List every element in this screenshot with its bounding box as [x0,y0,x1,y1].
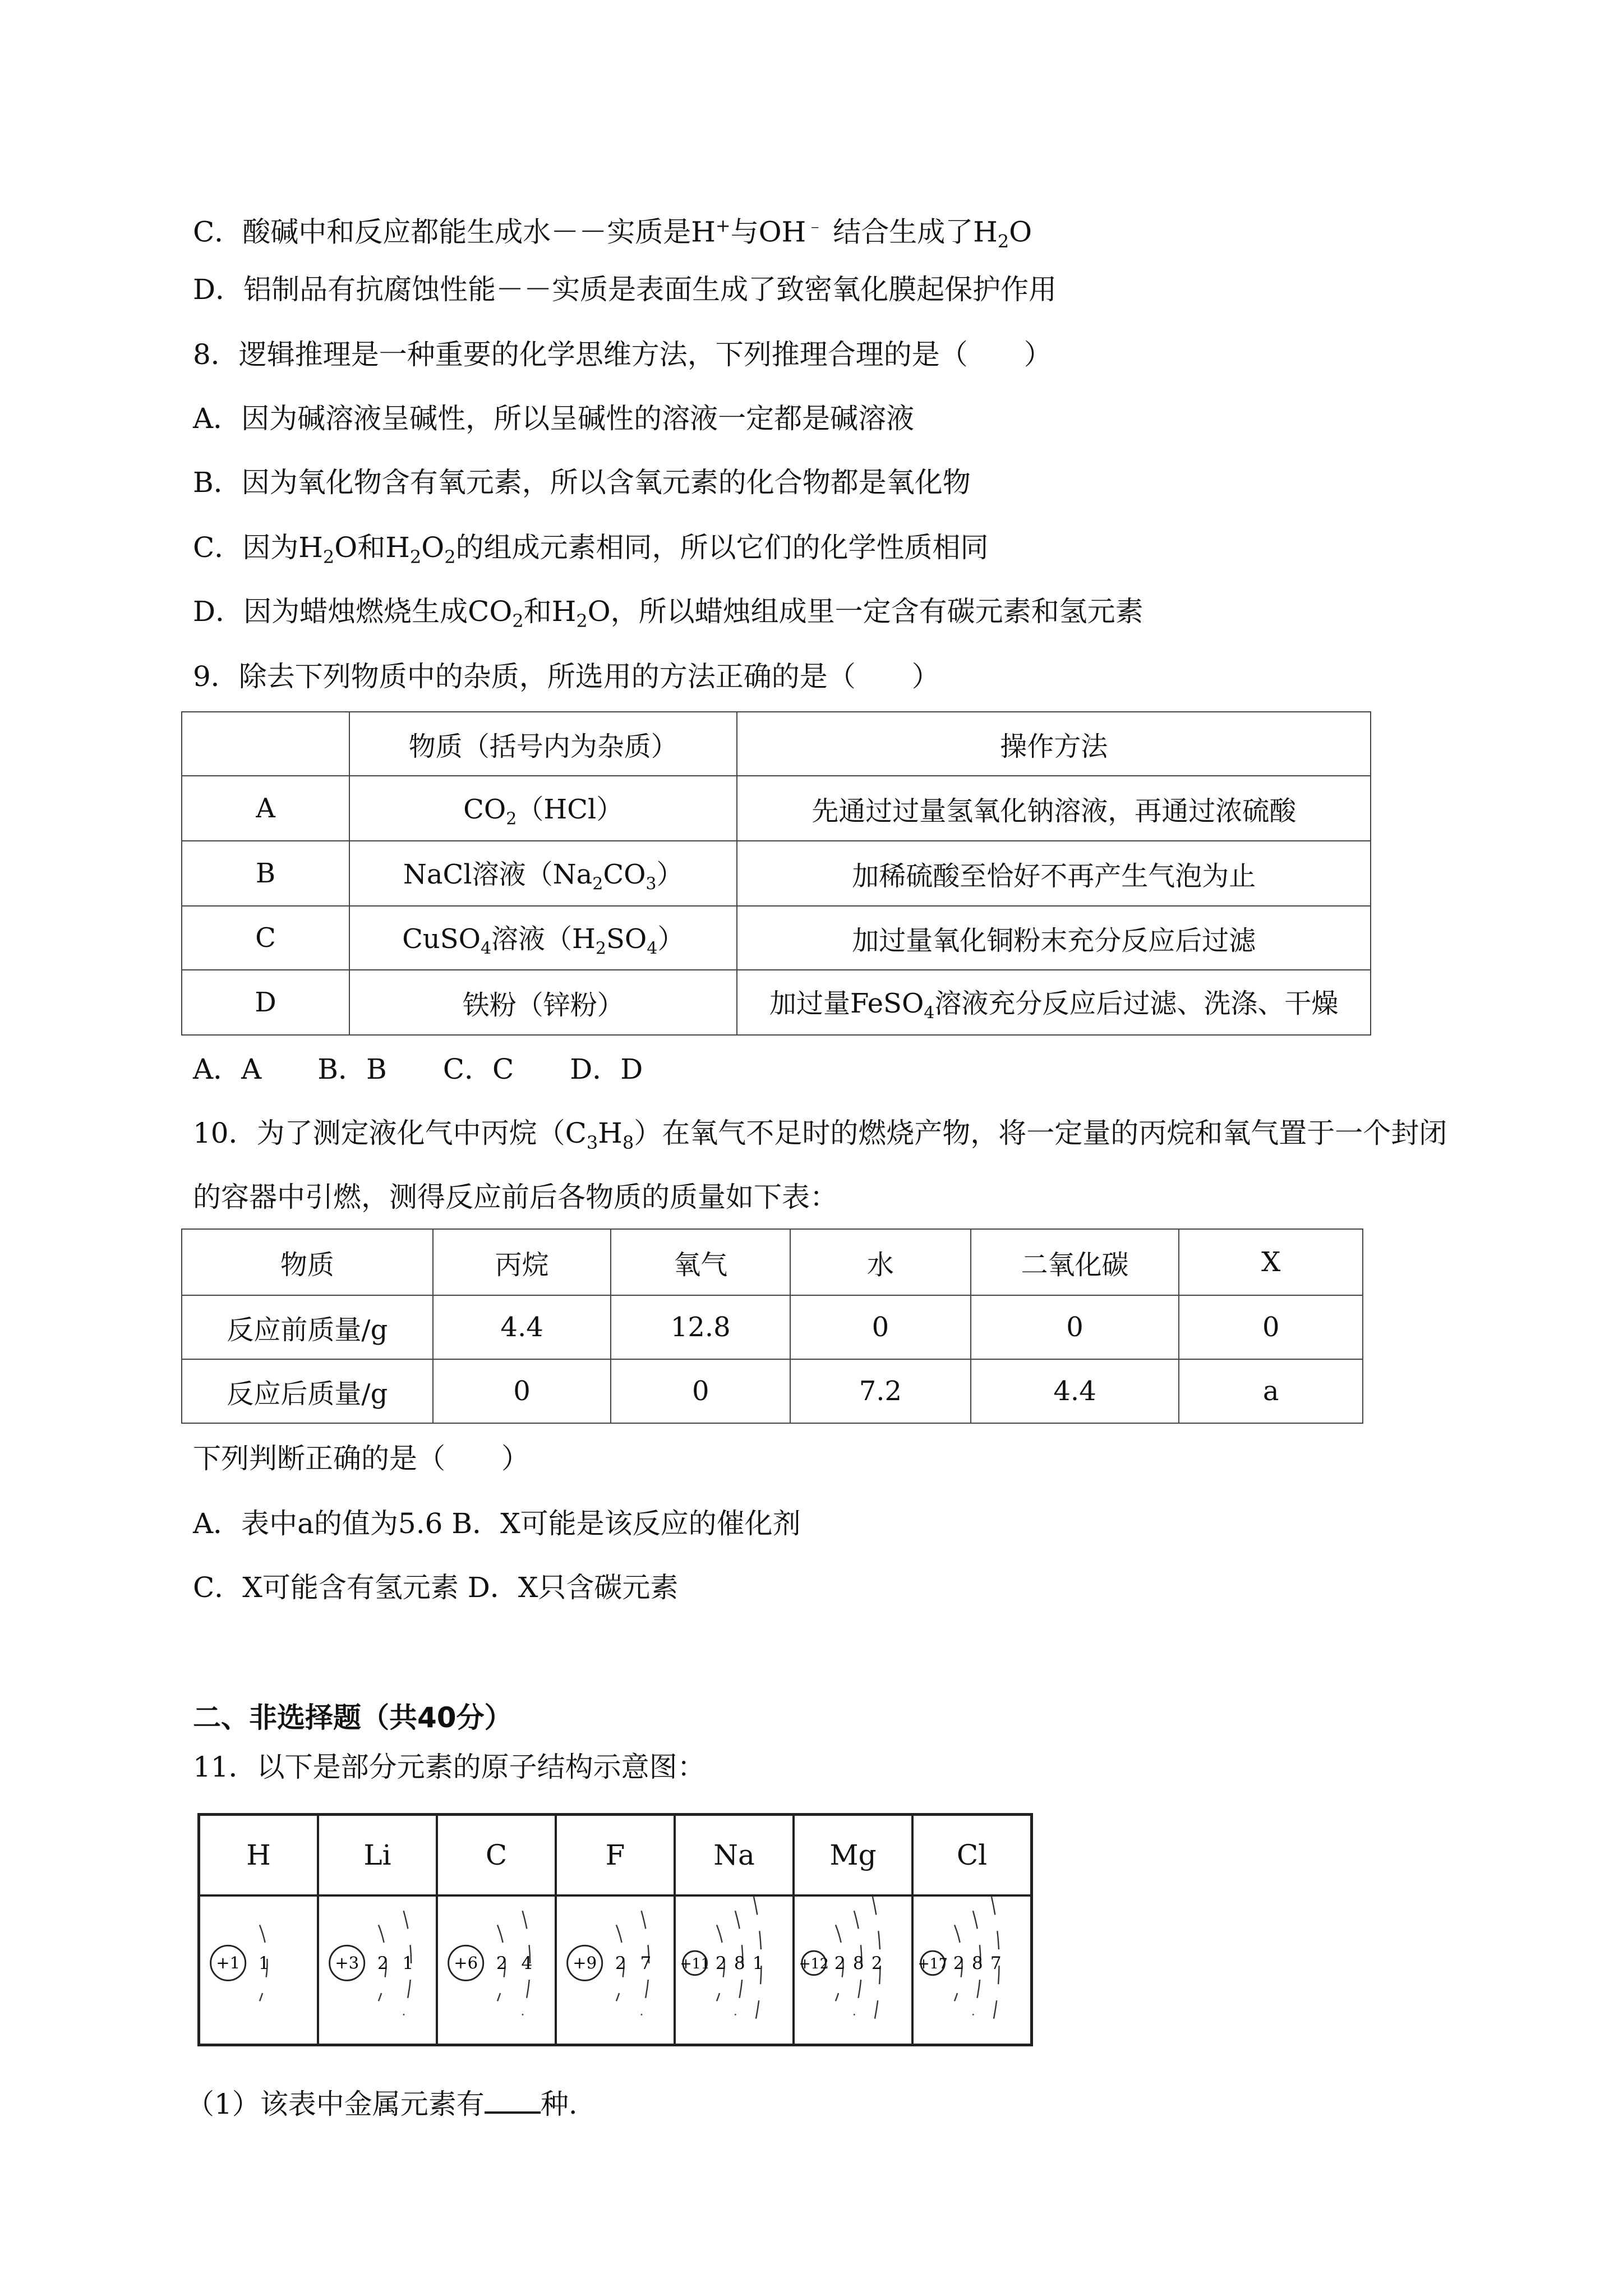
text: ） [657,923,685,955]
text: （1）该表中金属元素有 [186,2088,485,2120]
text: 2 [506,809,517,829]
q7-option-c [193,209,1032,259]
table-cell: 0 [433,1359,611,1423]
atom-cell [319,1816,438,2044]
table-cell: 0 [611,1359,790,1423]
nucleus-charge: +6 [454,1953,478,1973]
table-cell: 先通过过量氢氧化钠溶液，再通过浓硫酸 [737,776,1371,841]
atom-cell [557,1816,676,2044]
table-cell: 反应前质量/g [182,1295,433,1359]
table-row [182,841,1371,906]
text: O，所以蜡烛组成里一定含有碳元素和氢元素 [587,595,1144,628]
electron-count: 4 [521,1953,533,1974]
text: 溶液充分反应后过滤、洗涤、干燥 [934,988,1339,1020]
text: 2 [997,231,1009,252]
table-cell: 4.4 [433,1295,611,1359]
atom-diagram [795,1897,911,2044]
atom-structure-diagram [795,1897,911,2044]
q10-ask: 下列判断正确的是（ ） [193,1442,529,1475]
text: 8 [622,1132,634,1153]
table-cell: 0 [971,1295,1179,1359]
table-header-cell: 丙烷 [433,1229,611,1295]
q9-table [181,711,1371,1036]
table-cell: 铁粉（锌粉） [349,970,737,1035]
text: NaCl溶液（Na [403,859,593,891]
nucleus-charge: +1 [216,1953,241,1973]
text: 加过量FeSO [769,988,924,1020]
electron-count: 2 [871,1953,883,1974]
q10-question-line2: 的容器中引燃，测得反应前后各物质的质量如下表： [193,1181,838,1213]
table-header-cell: 物质（括号内为杂质） [349,712,737,776]
text: 种. [540,2088,578,2120]
text: 的组成元素相同，所以它们的化学性质相同 [455,531,989,564]
answer-blank[interactable] [485,2087,541,2114]
table-header-cell [182,712,349,776]
table-cell: a [1179,1359,1363,1423]
q10-options-cd: C．X可能含有氢元素 D．X只含碳元素 [193,1571,679,1604]
table-cell: 0 [790,1295,971,1359]
electron-count: 2 [834,1953,846,1974]
q9-question: 9．除去下列物质中的杂质，所选用的方法正确的是（ ） [193,660,940,693]
text: （HCl） [517,794,624,826]
table-cell [349,841,737,906]
section-heading: 二、非选择题（共40分） [193,1701,513,1734]
electron-count: 1 [258,1953,270,1974]
table-row [182,776,1371,841]
q10-options-ab: A．表中a的值为5.6 B．X可能是该反应的催化剂 [193,1507,801,1540]
q10-question-line1 [193,1116,1447,1159]
electron-count: 1 [402,1953,414,1974]
atom-structure-diagram [557,1897,674,2044]
text: CO [603,859,646,891]
text: H [598,1117,623,1149]
electron-count: 1 [752,1953,764,1974]
table-cell: 加过量氧化铜粉末充分反应后过滤 [737,906,1371,970]
nucleus-charge: +17 [917,1955,948,1972]
electron-count: 2 [377,1953,389,1974]
text: 2 [592,874,603,894]
text: 4 [647,938,658,959]
table-cell: B [182,841,349,906]
text: 2 [409,546,422,568]
atom-cell [914,1816,1030,2044]
text: 3 [586,1132,598,1153]
atom-diagram [319,1897,436,2044]
table-header-cell: 氧气 [611,1229,790,1295]
electron-count: 2 [715,1953,727,1974]
table-cell [349,906,737,970]
text: 10．为了测定液化气中丙烷（C [193,1117,587,1149]
table-cell: A [182,776,349,841]
text: 与OH [730,215,806,249]
text: C．酸碱中和反应都能生成水－－实质是H [193,215,716,249]
q8-option-c [193,531,989,574]
element-symbol: C [438,1816,555,1897]
atom-cell [438,1816,557,2044]
q8-option-d [193,595,1144,638]
q8-question: 8．逻辑推理是一种重要的化学思维方法，下列推理合理的是（ ） [193,338,1052,371]
element-symbol: Mg [795,1816,911,1897]
table-header-cell: 物质 [182,1229,433,1295]
q7-option-d: D．铝制品有抗腐蚀性能－－实质是表面生成了致密氧化膜起保护作用 [193,273,1057,306]
table-cell: 加稀硫酸至恰好不再产生气泡为止 [737,841,1371,906]
atom-cell [676,1816,795,2044]
electron-count: 7 [640,1953,652,1974]
text: 2 [512,610,524,632]
table-cell: 12.8 [611,1295,790,1359]
table-cell: 0 [1179,1295,1363,1359]
atom-structure-diagram [676,1897,792,2044]
text: C．因为H [193,531,323,564]
q8-option-a: A．因为碱溶液呈碱性，所以呈碱性的溶液一定都是碱溶液 [193,402,915,435]
element-symbol: Cl [914,1816,1030,1897]
text: CuSO [402,923,481,955]
q11-subquestion-1 [186,2087,578,2121]
atom-structure-diagram [200,1897,317,2044]
text: 4 [480,938,492,959]
text: + [715,215,731,236]
electron-count: 8 [852,1953,864,1974]
table-cell: C [182,906,349,970]
text: D．因为蜡烛燃烧生成CO [193,595,513,628]
text: ）在氧气不足时的燃烧产物，将一定量的丙烷和氧气置于一个封闭 [634,1117,1447,1149]
table-row [182,970,1371,1035]
element-symbol: H [200,1816,317,1897]
q10-table [181,1228,1363,1424]
table-cell: 7.2 [790,1359,971,1423]
table-cell: 4.4 [971,1359,1179,1423]
atom-diagram [200,1897,317,2044]
text: SO [606,923,647,955]
table-cell [349,776,737,841]
atom-cell [795,1816,914,2044]
text: ﹣ [806,215,824,236]
electron-count: 2 [615,1953,626,1974]
nucleus-charge: +12 [799,1955,829,1972]
electron-count: 8 [734,1953,745,1974]
table-row [182,1229,1363,1295]
text: 2 [595,938,607,959]
electron-count: 7 [990,1953,1002,1974]
atom-diagram [557,1897,674,2044]
table-row [182,1359,1363,1423]
text: 2 [322,546,335,568]
text: O [1009,215,1032,249]
atom-structure-diagram [438,1897,555,2044]
element-symbol: F [557,1816,674,1897]
table-cell: D [182,970,349,1035]
atom-structure-diagram [914,1897,1030,2044]
table-row [182,906,1371,970]
table-header-cell: 水 [790,1229,971,1295]
text: O和H [334,531,410,564]
nucleus-charge: +11 [680,1955,710,1972]
text: 溶液（H [491,923,596,955]
atom-diagram [438,1897,555,2044]
atom-structure-diagram [319,1897,436,2044]
electron-count: 8 [971,1953,983,1974]
table-cell [737,970,1371,1035]
electron-count: 2 [496,1953,508,1974]
electron-count: 2 [953,1953,965,1974]
element-symbol: Na [676,1816,792,1897]
text: ） [656,859,684,891]
table-cell: 反应后质量/g [182,1359,433,1423]
table-header-cell: 操作方法 [737,712,1371,776]
atom-cell [200,1816,319,2044]
element-symbol: Li [319,1816,436,1897]
nucleus-charge: +9 [573,1953,597,1973]
text: 结合生成了H [824,215,998,249]
text: 2 [444,546,456,568]
text: 2 [576,610,588,632]
q9-options: A．A B．B C．C D．D [193,1053,643,1085]
table-row [182,1295,1363,1359]
nucleus-charge: +3 [335,1953,359,1973]
text: 和H [523,595,577,628]
atom-diagram [914,1897,1030,2044]
atom-structure-table [197,1813,1033,2046]
atom-diagram [676,1897,792,2044]
table-header-cell: 二氧化碳 [971,1229,1179,1295]
text: 4 [924,1003,935,1023]
table-row [182,712,1371,776]
q11-question: 11．以下是部分元素的原子结构示意图： [193,1751,706,1783]
text: CO [463,794,506,826]
text: O [421,531,445,564]
text: 3 [645,874,657,894]
table-header-cell: X [1179,1229,1363,1295]
q8-option-b: B．因为氧化物含有氧元素，所以含氧元素的化合物都是氧化物 [193,466,971,499]
